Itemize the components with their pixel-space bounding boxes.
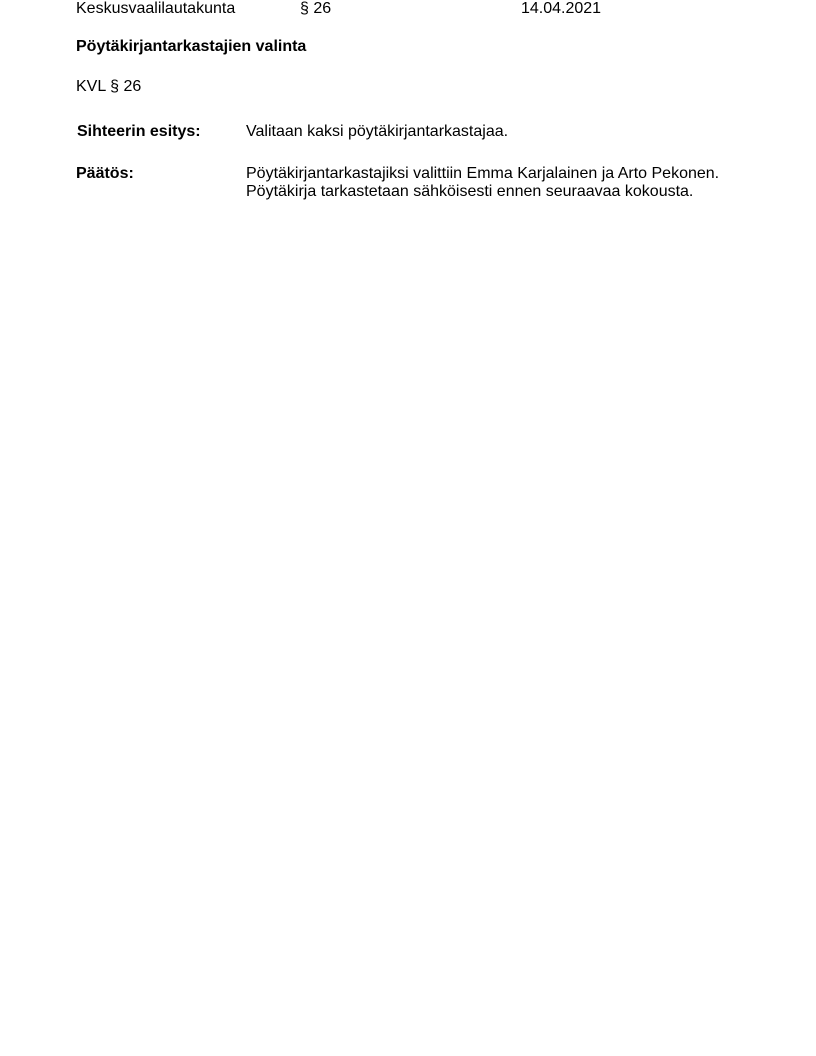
header-organization: Keskusvaalilautakunta	[76, 0, 236, 17]
decision-label: Päätös:	[76, 165, 134, 182]
decision-text	[246, 165, 719, 201]
decision-line: Pöytäkirja tarkastetaan sähköisesti ennen seuraavaa kokousta.	[246, 183, 694, 200]
proposal-label: Sihteerin esitys:	[77, 123, 201, 140]
proposal-text: Valitaan kaksi pöytäkirjantarkastajaa.	[246, 123, 509, 140]
header-date: 14.04.2021	[521, 0, 602, 17]
header-section-number: § 26	[300, 0, 332, 17]
document-title: Pöytäkirjantarkastajien valinta	[76, 38, 307, 55]
document-reference: KVL § 26	[76, 78, 142, 95]
decision-line: Pöytäkirjantarkastajiksi valittiin Emma Karjalainen ja Arto Pekonen.	[246, 165, 720, 182]
